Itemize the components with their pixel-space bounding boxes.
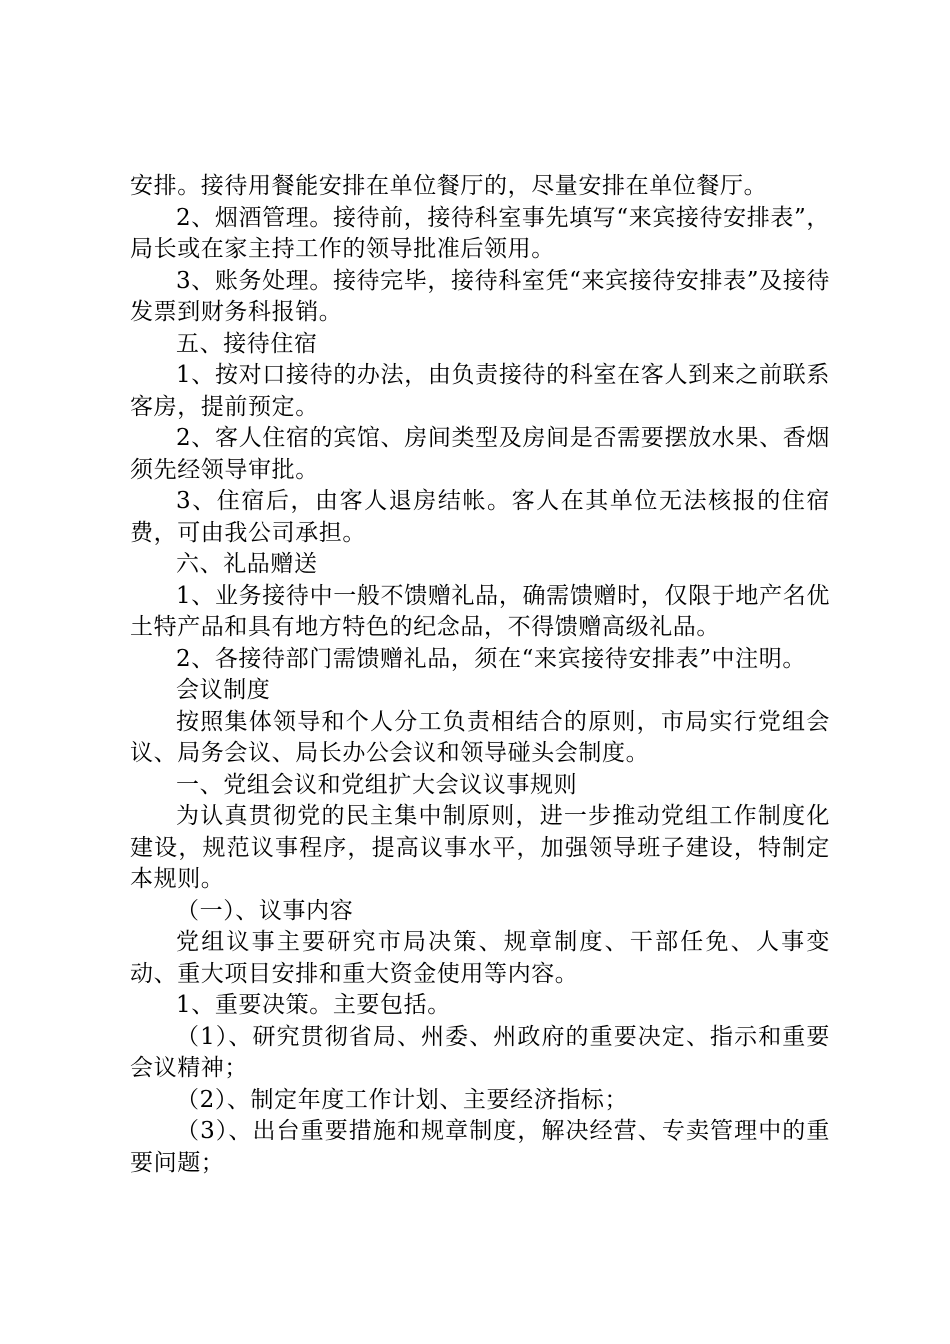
paragraph-18: （1）、研究贯彻省局、州委、州政府的重要决定、指示和重要会议精神； — [130, 1023, 830, 1081]
paragraph-6: 2、客人住宿的宾馆、房间类型及房间是否需要摆放水果、香烟须先经领导审批。 — [130, 425, 830, 483]
paragraph-10: 2、各接待部门需馈赠礼品，须在“来宾接待安排表”中注明。 — [176, 645, 806, 672]
section-heading-lodging: 五、接待住宿 — [176, 330, 318, 357]
paragraph-12: 按照集体领导和个人分工负责相结合的原则，市局实行党组会议、局务会议、局长办公会议和领导碰头会制度。 — [130, 708, 830, 766]
paragraph-16: 党组议事主要研究市局决策、规章制度、干部任免、人事变动、重大项目安排和重大资金使用等内容。 — [130, 929, 830, 987]
paragraph-2: 2、烟酒管理。接待前，接待科室事先填写“来宾接待安排表”，局长或在家主持工作的领导批准后领用。 — [130, 204, 830, 262]
paragraph-17: 1、重要决策。主要包括。 — [176, 992, 451, 1018]
paragraph-9: 1、业务接待中一般不馈赠礼品，确需馈赠时，仅限于地产名优土特产品和具有地方特色的纪念品，不得馈赠高级礼品。 — [130, 582, 830, 640]
subsection-heading-agenda: （一）、议事内容 — [176, 897, 354, 924]
paragraph-20: （3）、出台重要措施和规章制度，解决经营、专卖管理中的重要问题； — [130, 1118, 830, 1176]
document-body — [130, 171, 830, 1179]
paragraph-14: 为认真贯彻党的民主集中制原则，进一步推动党组工作制度化建设，规范议事程序，提高议事水平，加强领导班子建设，特制定本规则。 — [130, 803, 830, 892]
paragraph-19: （2）、制定年度工作计划、主要经济指标； — [176, 1086, 629, 1113]
section-heading-gifts: 六、礼品赠送 — [176, 551, 318, 577]
section-heading-meetings: 会议制度 — [176, 677, 271, 703]
paragraph-7: 3、住宿后，由客人退房结帐。客人在其单位无法核报的住宿费，可由我公司承担。 — [130, 488, 830, 546]
paragraph-1: 安排。接待用餐能安排在单位餐厅的，尽量安排在单位餐厅。 — [130, 173, 768, 199]
section-heading-party-meeting-rules: 一、党组会议和党组扩大会议议事规则 — [176, 771, 578, 798]
paragraph-5: 1、按对口接待的办法，由负责接待的科室在客人到来之前联系客房，提前预定。 — [130, 362, 830, 420]
paragraph-3: 3、账务处理。接待完毕，接待科室凭“来宾接待安排表”及接待发票到财务科报销。 — [130, 267, 830, 325]
